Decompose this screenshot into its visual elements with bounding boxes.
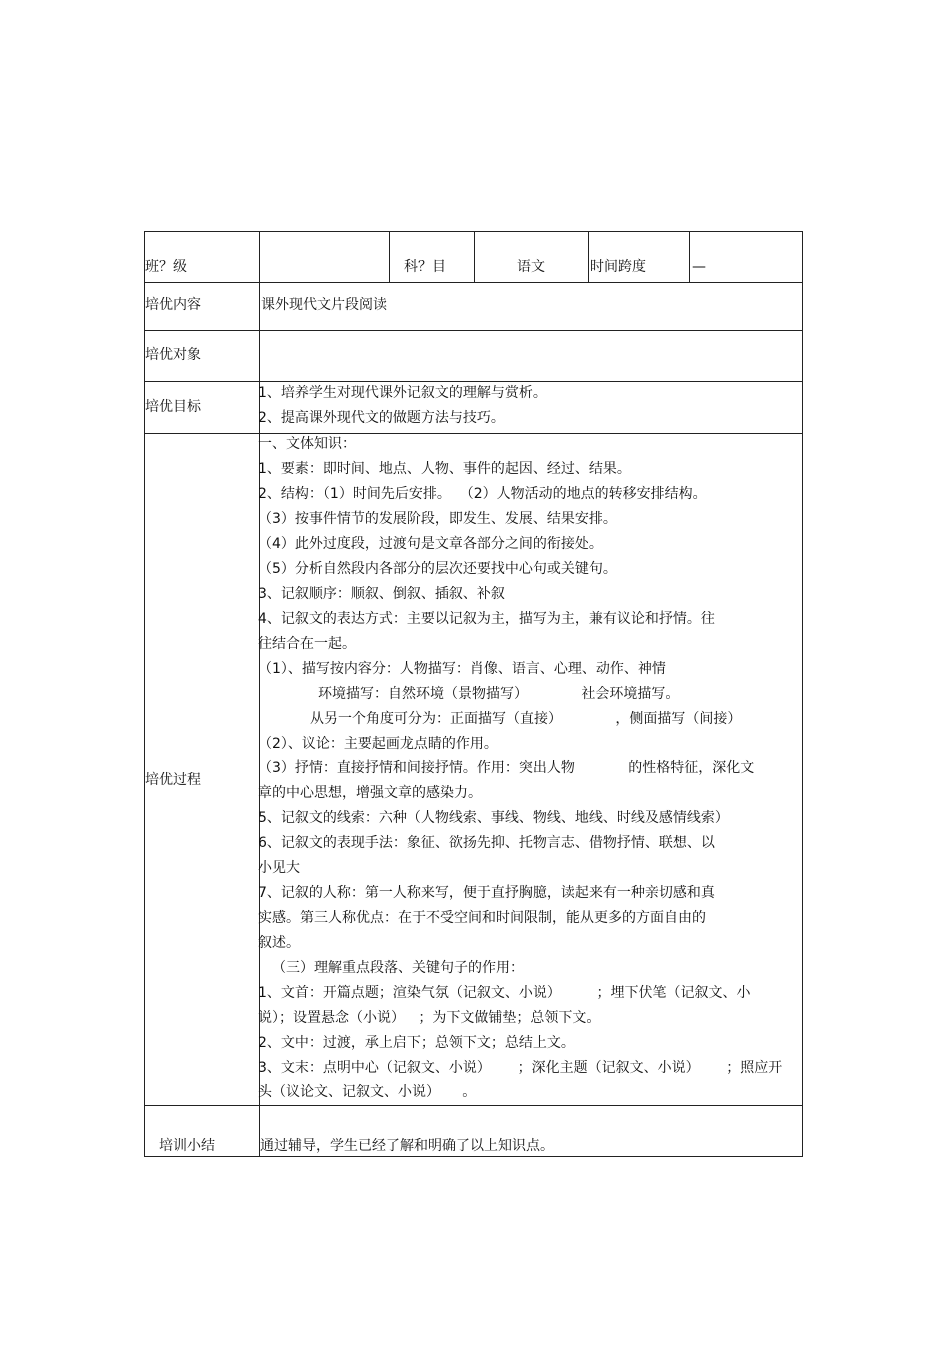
process-line: （3）抒情：直接抒情和间接抒情。作用：突出人物 的性格特征，深化文 xyxy=(258,760,755,776)
process-line: 叙述。 xyxy=(258,935,300,951)
process-line: 5、记叙文的线索：六种（人物线索、事线、物线、地线、时线及感情线索） xyxy=(258,810,729,826)
process-line: 3、记叙顺序：顺叙、倒叙、插叙、补叙 xyxy=(258,586,505,602)
process-line: 一、文体知识： xyxy=(258,436,356,452)
process-line: 说）；设置悬念（小说） ；为下文做铺垫；总领下文。 xyxy=(258,1010,601,1026)
row-divider xyxy=(144,381,803,382)
content-value: 课外现代文片段阅读 xyxy=(261,297,387,313)
process-line: 小见大 xyxy=(258,860,300,876)
process-line: （2）、议论：主要起画龙点睛的作用。 xyxy=(258,736,498,752)
process-line: 往结合在一起。 xyxy=(258,636,356,652)
process-label: 培优过程 xyxy=(145,772,201,788)
process-line: 4、记叙文的表达方式：主要以记叙为主，描写为主，兼有议论和抒情。往 xyxy=(258,611,715,627)
time-span-label: 时间跨度 xyxy=(590,259,646,275)
process-line: 2、结构：（1）时间先后安排。 （2）人物活动的地点的转移安排结构。 xyxy=(258,486,707,502)
row-divider xyxy=(144,433,803,434)
header-cell-divider xyxy=(474,231,475,283)
process-line: （4）此外过度段，过渡句是文章各部分之间的衔接处。 xyxy=(258,536,603,552)
process-line: （5）分析自然段内各部分的层次还要找中心句或关键句。 xyxy=(258,561,617,577)
process-line: 1、文首：开篇点题；渲染气氛（记叙文、小说） ；埋下伏笔（记叙文、小 xyxy=(258,985,751,1001)
process-line: 3、文末：点明中心（记叙文、小说） ；深化主题（记叙文、小说） ；照应开 xyxy=(258,1060,783,1076)
process-line: 7、记叙的人称：第一人称来写，便于直抒胸臆，读起来有一种亲切感和真 xyxy=(258,885,715,901)
header-cell-divider xyxy=(689,231,690,283)
process-line: 章的中心思想，增强文章的感染力。 xyxy=(258,785,482,801)
row-divider xyxy=(144,330,803,331)
content-label: 培优内容 xyxy=(145,297,201,313)
process-line: 头（议论文、记叙文、小说） 。 xyxy=(258,1084,477,1100)
subject-value: 语文 xyxy=(517,259,545,275)
process-line: （三）理解重点段落、关键句子的作用： xyxy=(272,960,524,976)
process-line: 从另一个角度可分为：正面描写（直接） ，侧面描写（间接） xyxy=(310,711,742,727)
process-line: 实感。第三人称优点：在于不受空间和时间限制，能从更多的方面自由的 xyxy=(258,910,706,926)
class-label: 班？级 xyxy=(145,259,187,275)
process-line: 环境描写：自然环境（景物描写） 社会环境描写。 xyxy=(318,686,680,702)
summary-label: 培训小结 xyxy=(159,1138,215,1154)
goal-line: 1、培养学生对现代课外记叙文的理解与赏析。 xyxy=(258,385,547,401)
process-line: （3）按事件情节的发展阶段，即发生、发展、结果安排。 xyxy=(258,511,617,527)
process-line: （1）、描写按内容分：人物描写：肖像、语言、心理、动作、神情 xyxy=(258,661,666,677)
goals-label: 培优目标 xyxy=(145,399,201,415)
process-line: 6、记叙文的表现手法：象征、欲扬先抑、托物言志、借物抒情、联想、以 xyxy=(258,835,715,851)
header-cell-divider xyxy=(389,231,390,283)
time-span-value: — xyxy=(692,259,706,275)
row-divider xyxy=(144,1105,803,1106)
target-label: 培优对象 xyxy=(145,347,201,363)
process-line: 2、文中：过渡，承上启下；总领下文；总结上文。 xyxy=(258,1035,575,1051)
goal-line: 2、提高课外现代文的做题方法与技巧。 xyxy=(258,410,505,426)
summary-value: 通过辅导，学生已经了解和明确了以上知识点。 xyxy=(260,1138,554,1154)
subject-label: 科？目 xyxy=(404,259,446,275)
process-line: 1、要素：即时间、地点、人物、事件的起因、经过、结果。 xyxy=(258,461,631,477)
header-cell-divider xyxy=(588,231,589,283)
